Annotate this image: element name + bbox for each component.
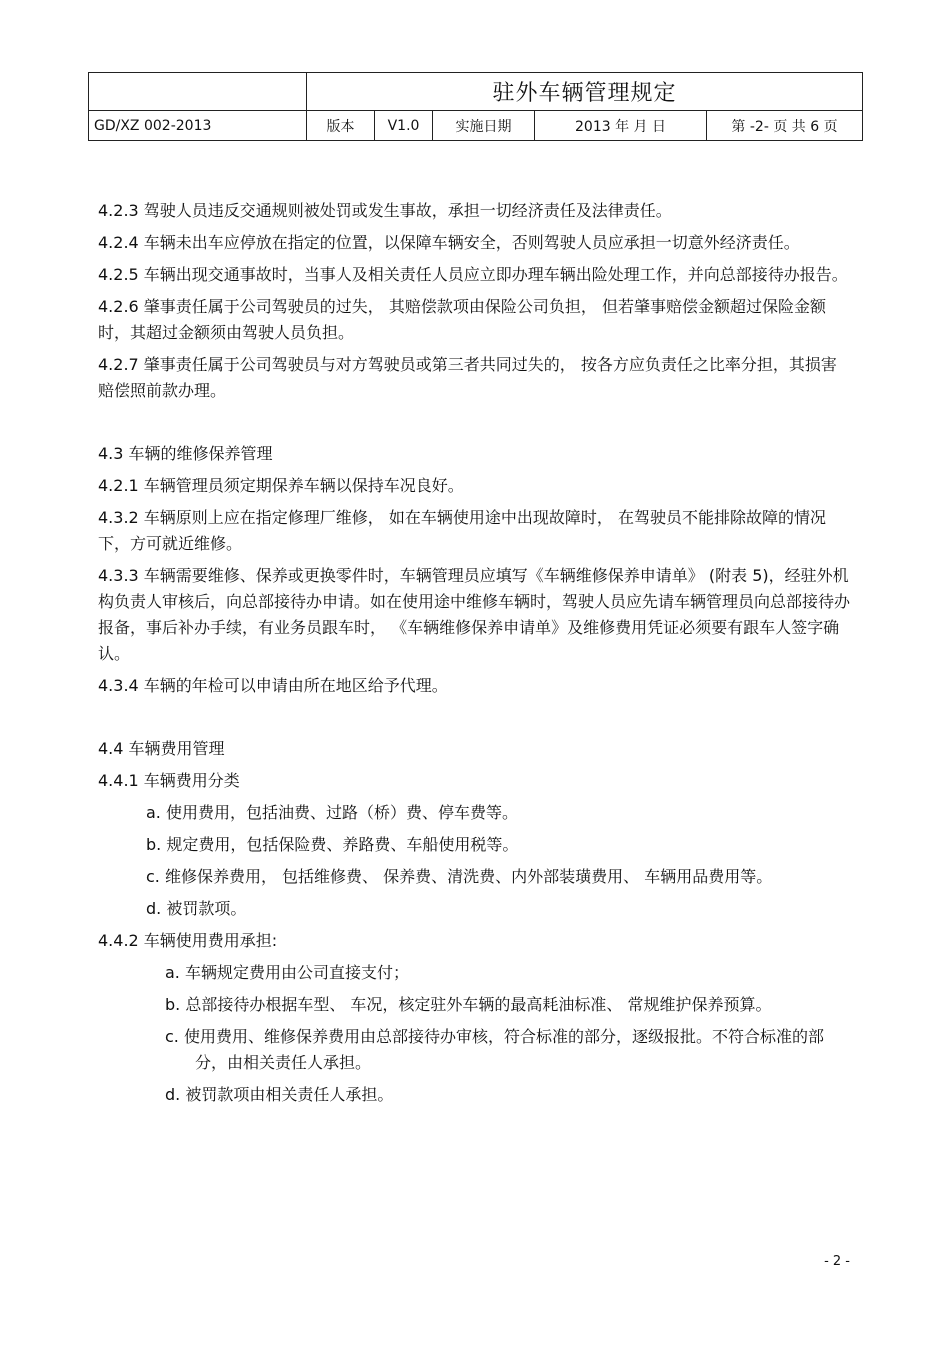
clause-4-3-4: 4.3.4 车辆的年检可以申请由所在地区给予代理。 [98,676,448,695]
list-item-4-4-2-c: c. 使用费用、维修保养费用由总部接待办审核，符合标准的部分，逐级报批。不符合标准的部分，由相关责任人承担。 [165,1027,824,1072]
header-blank-cell [89,73,307,111]
clause-4-2-7: 4.2.7 肇事责任属于公司驾驶员与对方驾驶员或第三者共同过失的， 按各方应负责任之比率分担，其损害赔偿照前款办理。 [98,355,837,400]
document-code: GD/XZ 002-2013 [89,111,307,141]
document-header-table [88,72,863,141]
list-item-4-4-2-b: b. 总部接待办根据车型、 车况，核定驻外车辆的最高耗油标准、 常规维护保养预算。 [165,995,772,1014]
clause-4-2-1: 4.2.1 车辆管理员须定期保养车辆以保持车况良好。 [98,476,464,495]
version-value: V1.0 [375,111,433,141]
clause-4-2-4: 4.2.4 车辆未出车应停放在指定的位置，以保障车辆安全，否则驾驶人员应承担一切意外经济责任。 [98,233,800,252]
list-item-4-4-2-d: d. 被罚款项由相关责任人承担。 [165,1085,394,1104]
list-item-4-4-1-a: a. 使用费用，包括油费、过路（桥）费、停车费等。 [146,803,518,822]
list-item-4-4-1-c: c. 维修保养费用， 包括维修费、 保养费、清洗费、内外部装璜费用、 车辆用品费用等。 [146,867,773,886]
clause-4-4-1: 4.4.1 车辆费用分类 [98,771,240,790]
document-title: 驻外车辆管理规定 [307,73,863,111]
list-item-4-4-2-a: a. 车辆规定费用由公司直接支付； [165,963,409,982]
clause-4-3-2: 4.3.2 车辆原则上应在指定修理厂维修， 如在车辆使用途中出现故障时， 在驾驶员不能排除故障的情况下，方可就近维修。 [98,508,826,553]
clause-4-2-6: 4.2.6 肇事责任属于公司驾驶员的过失， 其赔偿款项由保险公司负担， 但若肇事赔偿金额超过保险金额时，其超过金额须由驾驶人员负担。 [98,297,826,342]
effective-date-value: 2013 年 月 日 [535,111,707,141]
clause-4-3-3: 4.3.3 车辆需要维修、保养或更换零件时，车辆管理员应填写《车辆维修保养申请单》 (附表 5)，经驻外机构负责人审核后，向总部接待办申请。如在使用途中维修车辆时，驾驶人员应先请车辆管理员向总部接待办报备，事后补办手续，有业务员跟车时， 《车辆维修保养申请单》及维修费用凭证必须要有跟车人签字确认。 [98,566,851,663]
section-4-4-heading: 4.4 车辆费用管理 [98,739,225,758]
document-body [98,198,850,1114]
section-4-3-heading: 4.3 车辆的维修保养管理 [98,444,273,463]
page-info: 第 -2- 页 共 6 页 [707,111,863,141]
list-item-4-4-1-d: d. 被罚款项。 [146,899,247,918]
clause-4-2-5: 4.2.5 车辆出现交通事故时，当事人及相关责任人员应立即办理车辆出险处理工作，并向总部接待办报告。 [98,265,848,284]
version-label: 版本 [307,111,375,141]
clause-4-2-3: 4.2.3 驾驶人员违反交通规则被处罚或发生事故，承担一切经济责任及法律责任。 [98,201,672,220]
effective-date-label: 实施日期 [433,111,535,141]
clause-4-4-2: 4.4.2 车辆使用费用承担: [98,931,278,950]
page-number: - 2 - [824,1254,850,1269]
list-item-4-4-1-b: b. 规定费用，包括保险费、养路费、车船使用税等。 [146,835,519,854]
